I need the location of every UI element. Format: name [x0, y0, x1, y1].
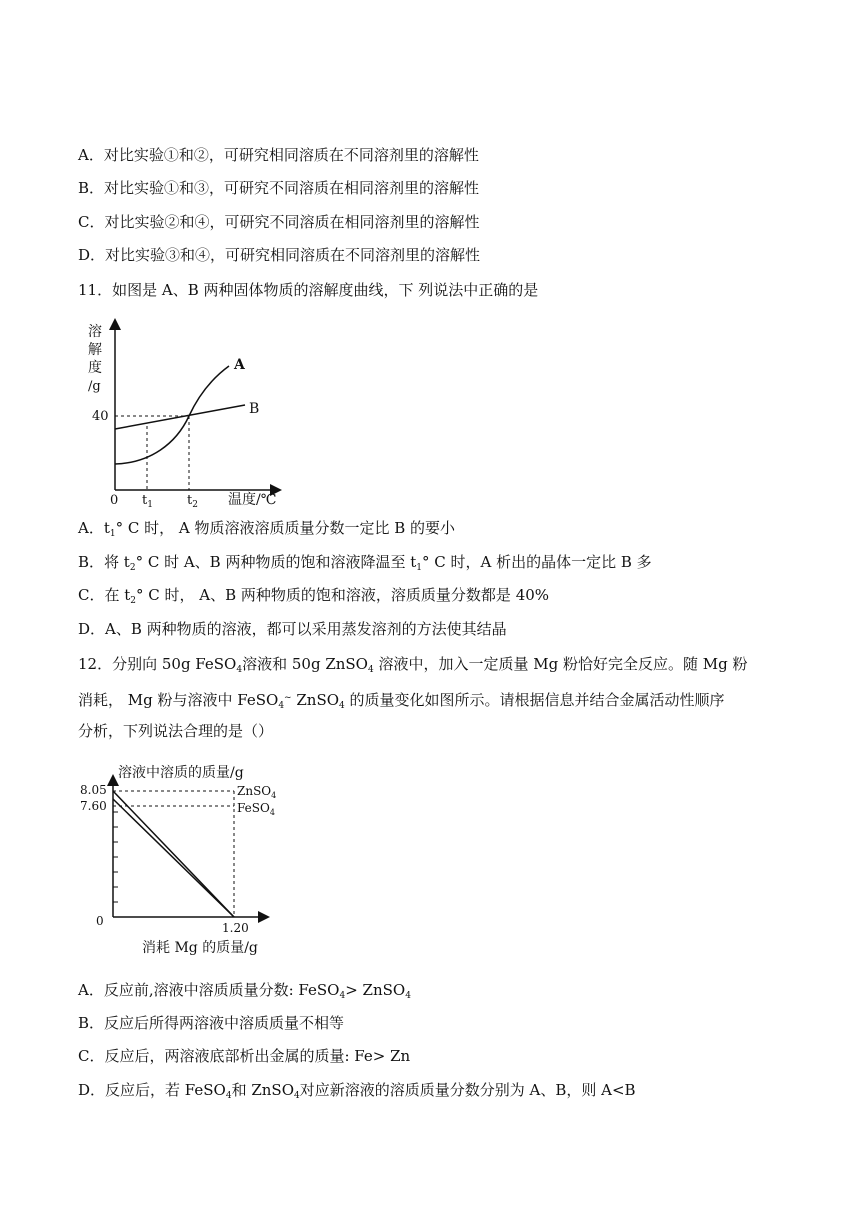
q11-ylabel-1: 溶	[88, 324, 102, 340]
q12-stem-line2: 消耗， Mg 粉与溶液中 FeSO$_4$~ ZnSO$_4$ 的质量变化如图所示。请根据信息并结合金属活动性顺序	[78, 691, 725, 711]
q12-stem-line1: 12．分别向 50g FeSO$_4$溶液和 50g ZnSO$_4$ 溶液中，加入一定质量 Mg 粉恰好完全反应。随 Mg 粉	[78, 655, 748, 675]
q11-xlabel: 温度/℃	[228, 492, 277, 508]
q12-series-znso4	[113, 791, 234, 917]
q11-ylabel-2: 解	[88, 342, 102, 358]
q11-option-b: B．将 $t_2^\circ$ C 时 A、B 两种物质的饱和溶液降温至 $t_1^\circ$ C 时，A 析出的晶体一定比 B 多	[78, 553, 652, 573]
q12-option-b: B．反应后所得两溶液中溶质质量不相等	[78, 1014, 345, 1032]
q11-option-d: D．A、B 两种物质的溶液，都可以采用蒸发溶剂的方法使其结晶	[78, 620, 507, 638]
q11-x-tick-t1: $t_1$	[142, 493, 153, 510]
q11-series-b	[115, 405, 245, 429]
q11-y-tick-40: 40	[92, 409, 109, 424]
q11-option-c: C．在 $t_2^\circ$ C 时， A、B 两种物质的饱和溶液，溶质质量分数都是 40%	[78, 586, 550, 606]
q12-xlabel: 消耗 Mg 的质量/g	[142, 940, 258, 956]
q12-option-d: D．反应后，若 FeSO$_4$和 ZnSO$_4$对应新溶液的溶质质量分数分别为 A、B，则 A<B	[78, 1081, 636, 1101]
q12-chart-title: 溶液中溶质的质量/g	[118, 765, 244, 781]
q12-series-feso4-label: FeSO$_4$	[237, 801, 275, 817]
q12-series-feso4	[113, 799, 234, 917]
q12-x-tick-120: 1.20	[222, 921, 249, 935]
q12-x-origin: 0	[96, 914, 104, 928]
q11-ylabel-4: /g	[88, 379, 101, 394]
q11-stem: 11．如图是 A、B 两种固体物质的溶解度曲线，下 列说法中正确的是	[78, 281, 539, 299]
q10-option-c: C．对比实验②和④，可研究不同溶质在相同溶剂里的溶解性	[78, 213, 480, 231]
q11-series-a-label: A	[234, 357, 245, 373]
q11-series-b-label: B	[249, 401, 260, 417]
q12-stem-line3: 分析，下列说法合理的是（）	[78, 722, 274, 740]
q12-option-a: A．反应前,溶液中溶质质量分数: FeSO$_4$> ZnSO$_4$	[78, 981, 411, 1001]
q12-series-znso4-label: ZnSO$_4$	[237, 784, 277, 800]
q11-x-origin: 0	[110, 493, 119, 508]
q11-series-a	[115, 366, 229, 464]
q10-option-a: A．对比实验①和②，可研究相同溶质在不同溶剂里的溶解性	[78, 146, 479, 164]
q10-option-d: D．对比实验③和④，可研究相同溶质在不同溶剂里的溶解性	[78, 246, 481, 264]
q11-solubility-chart	[78, 316, 298, 512]
q10-option-b: B．对比实验①和③，可研究不同溶质在相同溶剂里的溶解性	[78, 179, 480, 197]
q12-y-tick-805: 8.05	[80, 783, 107, 797]
q11-x-tick-t2: $t_2$	[187, 493, 198, 510]
q12-y-tick-760: 7.60	[80, 799, 107, 813]
q11-option-a: A．$t_1^\circ$ C 时， A 物质溶液溶质质量分数一定比 B 的要小	[78, 519, 456, 539]
q11-ylabel-3: 度	[88, 360, 102, 376]
q12-mass-chart	[80, 760, 286, 958]
q12-option-c: C．反应后，两溶液底部析出金属的质量: Fe> Zn	[78, 1047, 411, 1065]
